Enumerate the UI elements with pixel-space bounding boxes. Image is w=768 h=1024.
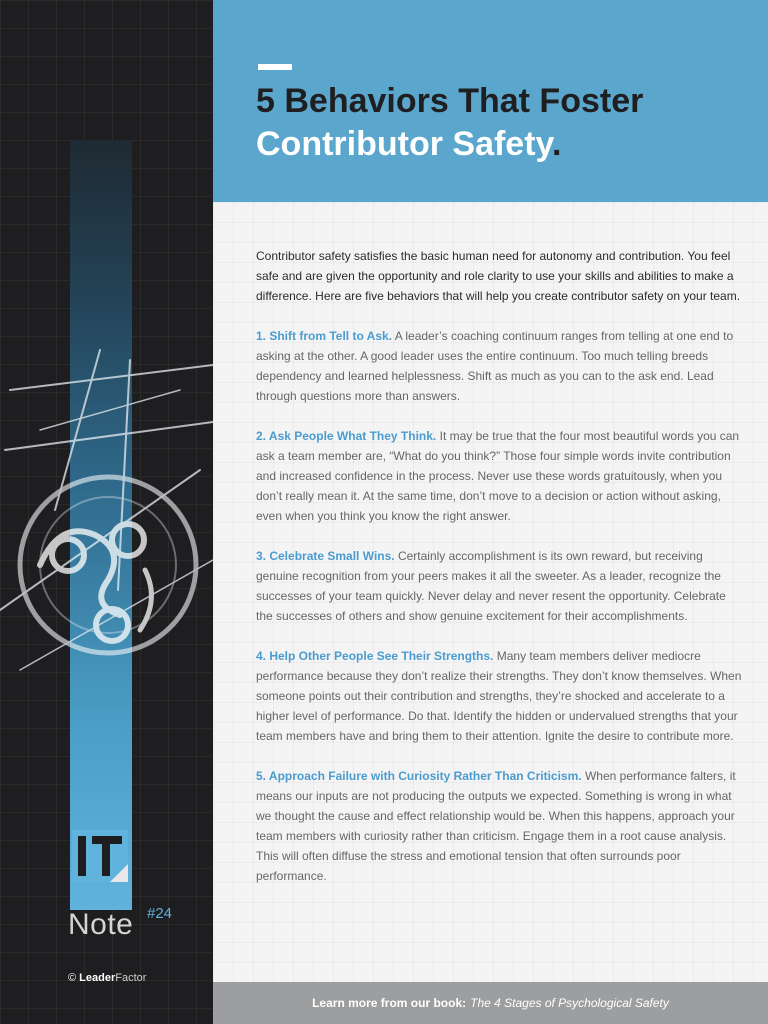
behavior-item	[256, 766, 742, 886]
title-line2-text: Contributor Safety	[256, 125, 552, 163]
behavior-text: A leader’s coaching continuum ranges from telling at one end to asking at the other. A good leader uses the entire continuum. Too much telling breeds dependency and learned helplessness. Shift as much as you can to the ask end. Lead through questions more than answers.	[256, 329, 734, 403]
intro-paragraph: Contributor safety satisfies the basic human need for autonomy and contribution. You feel safe and are given the opportunity and role clarity to use your skills and abilities to make a difference. Here are five behaviors that will help you create contributor safety on your team.	[256, 249, 741, 303]
brand-logo	[68, 972, 146, 984]
behavior-item	[256, 326, 742, 406]
chalk-sketch-art	[0, 330, 213, 690]
title-period: .	[551, 125, 562, 163]
header-banner	[213, 0, 768, 202]
behavior-text: When performance falters, it means our inputs are not producing the outputs we expected. Something is wrong in what we thought the cause and effect relationship would be. When this happens, approach your team members with curiosity rather than criticism. Engage them in a root cause analysis. This will often diffuse the stress and emotional tension that often surrounds poor performance.	[256, 769, 736, 883]
behavior-heading: 3. Celebrate Small Wins.	[256, 549, 395, 563]
note-logo-icon	[70, 828, 146, 896]
sidebar	[0, 0, 213, 1024]
page-title	[256, 80, 756, 166]
behavior-text: Many team members deliver mediocre performance because they don’t realize their strengths. They don’t know themselves. When someone points out their contribution and strengths, they’re shocked and accelerate to a higher level of performance. Do that. Identify the hidden or undervalued strengths that your team members have and bring them to their attention. Ignite the desire to contribute more.	[256, 649, 742, 743]
behavior-item	[256, 546, 742, 626]
behavior-heading: 4. Help Other People See Their Strengths.	[256, 649, 494, 663]
footer-book-title[interactable]: The 4 Stages of Psychological Safety	[470, 996, 669, 1010]
footer-book-promo[interactable]	[213, 982, 768, 1024]
behavior-item	[256, 646, 742, 746]
main-content-area	[213, 202, 768, 982]
behavior-heading: 2. Ask People What They Think.	[256, 429, 437, 443]
behavior-item	[256, 426, 742, 526]
copyright-symbol: ©	[68, 972, 77, 984]
behavior-heading: 5. Approach Failure with Curiosity Rather Than Criticism.	[256, 769, 582, 783]
note-label: Note	[68, 908, 134, 941]
article-body	[256, 246, 742, 906]
behavior-text: Certainly accomplishment is its own reward, but receiving genuine recognition from your peers makes it all the sweeter. As a leader, recognize the successes of your team quickly. Never delay and never resent the opportunity. Celebrate the successes of others and show genuine excitement for their accomplishments.	[256, 549, 726, 623]
footer-lead-text: Learn more from our book:	[312, 996, 467, 1010]
title-line1: 5 Behaviors That Foster	[256, 82, 644, 120]
brand-name-part2: Factor	[115, 972, 147, 984]
behavior-text: It may be true that the four most beautiful words you can ask a team member are, “What do you think?” Those four simple words invite contribution and increased confidence in the process. Never use these words gratuitously, when you don’t really mean it. At the same time, don’t move to a decision or action without asking, even when you think you know the right answer.	[256, 429, 740, 523]
header-dash	[258, 64, 292, 70]
note-number: #24	[147, 905, 173, 922]
title-line2	[256, 123, 756, 166]
brand-name-part1: Leader	[79, 972, 116, 984]
behavior-heading: 1. Shift from Tell to Ask.	[256, 329, 393, 343]
